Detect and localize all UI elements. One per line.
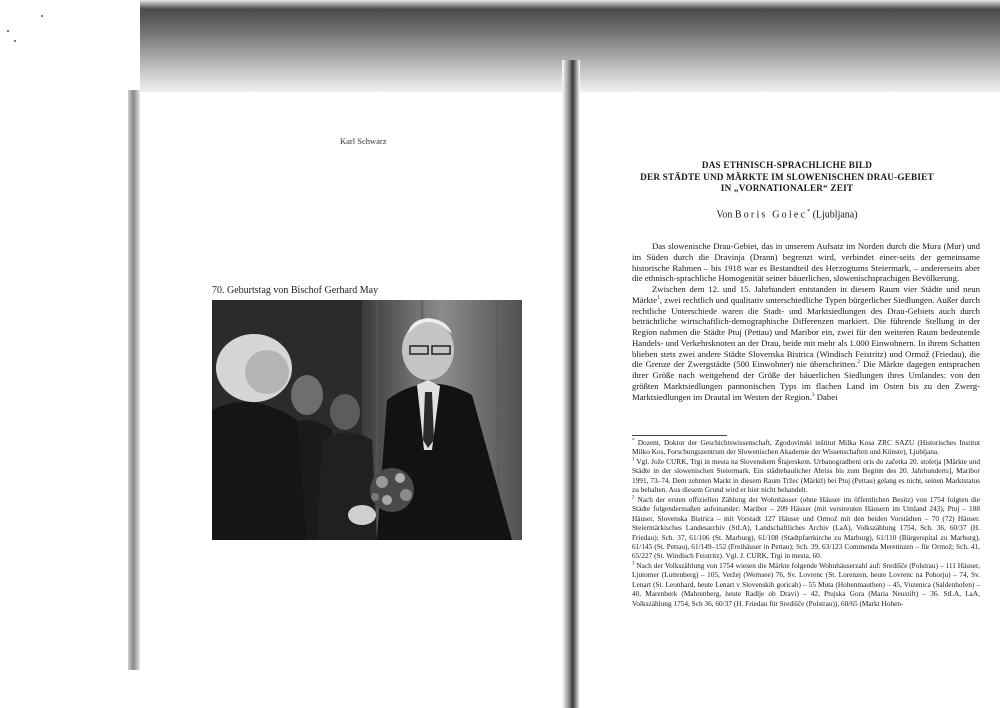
author-footnote-mark: * xyxy=(807,209,811,215)
running-head: Karl Schwarz xyxy=(340,136,387,146)
footnote-text: Vgl. Jože CURK, Trgi in mesta na Slovenskem Štajerskem. Urbanogradbeni oris do začetka 20. stoletja [Märkte und Städte in der slowenischen Steiermark. Ein städtebaulicher Abriss bis zum Beginn des 20. Jahrhunderts], Maribor 1991, 73–74. Dem zehnten Markt in diesem Raum Tržec (Märktl) bei Ptuj (Pettau) gelang es nicht, seinen Marktstatus zu behalten. Aus diesem Grund wird er hier nicht behandelt. xyxy=(632,456,980,495)
paragraph xyxy=(632,284,980,402)
scanner-margin xyxy=(0,0,140,92)
footnote-ref: 3 xyxy=(811,391,815,398)
scan-speck xyxy=(7,30,9,32)
text-run: Die Märkte dagegen entsprachen ihrer Größe nach weitgehend der Größe der bäuerlichen Siedlungen ihres Umlandes: von den größten Marktsiedlungen pannonischen Typs im flachen Land im Osten bis zu den Zwerg-Marktsiedlungen im Drautal im Westen der Region. xyxy=(632,359,981,402)
photograph xyxy=(212,300,522,540)
title-line: IN „VORNATIONALER“ ZEIT xyxy=(720,183,854,193)
footnote-mark: * xyxy=(632,438,635,444)
footnote-text: Nach der ersten offiziellen Zählung der Wohnhäuser (ohne Häuser im öffentlichen Besitz) von 1754 folgten die Städte folgendermaßen aufeinander: Maribor – 209 Häuser (mit verstreuten Häusern im Umland 243), Ptuj – 188 Häuser, Slovenska Bistrica – mit Vorstadt 127 Häuser und Ormož mit den beiden Vorstädten – 70 (72) Häuser. Steiermärkisches Landesarchiv (StLA), Landschaftliches Archiv (LaA), Volkszählung 1754, Sch. 36, 60/37 (H. Friedau); Sch. 37, 61/106 (St. Marburg), 61/108 (Stadtpfarrkirche zu Marburg), 61/110 (Bürgerspital zu Marburg), 61/145 (St. Pettau), 61/149–152 (Freihäuser in Pettau); Sch. 39, 63/123 Commenda Meretinzen – für Ormož; Sch. 41, 65/227 (St. Windisch Feistritz). Vgl. J. CURK, Trgi in mesta, 60. xyxy=(632,494,980,561)
footnote-mark: 2 xyxy=(632,495,635,501)
right-page xyxy=(582,88,1000,708)
footnotes xyxy=(632,438,980,608)
footnote-divider xyxy=(632,435,727,436)
text-run: , zwei rechtlich und qualitativ unterschiedliche Typen bürgerlicher Siedlungen. Außer durch rechtliche Unterschiede waren die Stadt- und Marktsiedlungen des Drau-Gebiets auch durch beträchtliche wirtschaftlich-demographische Differenzen markiert. Die führende Stellung in der Region nahmen die Städte Ptuj (Pettau) und Maribor ein, zwei für den weiteren Raum bedeutende Handels- und Verkehrsknoten an der Drau, beide mit mehr als 1.000 Einwohnern. In ihrem Schatten blieben stets zwei andere Städte Slovenska Bistrica (Windisch Feistritz) und Ormož (Friedau), die die Grenze der Zwergstädte (500 Einwohner) nie überschritten. xyxy=(632,294,980,370)
footnote-text: Nach der Volkszählung von 1754 wiesen die Märkte folgende Wohnhäuserzahl auf: Središče (Polstrau) – 111 Häuser, Ljutomer (Luttenberg) – 105, Veržej (Wernsee) 76, Sv. Lovrenc (St. Lorenzen, heute Lovrenc na Pohorju) – 74, Sv. Lenart (St. Leonhard, heute Lenart v Slovenskih goricah) – 55 Muta (Hohenmauthen) – 45, Vuzenica (Saldenhofen) – 40, Marenberk (Mahrenberg, heute Radlje ob Dravi) – 42, Ptujska Gora (Maria Neustift) – 36. StLA, LaA, Volkszählung 1754, Sch 36, 60/37 (H. Friedau für Središče (Polstrau)), 60/65 (Markt Hohen- xyxy=(632,560,980,608)
text-run: Zwischen dem 12. und 15. Jahrhundert entstanden in diesem Raum vier Städte und neun Märkte xyxy=(632,284,980,305)
footnote-text: Dozent, Doktor der Geschichtswissenschaft, Zgodovinski inštitut Milka Kosa ZRC SAZU (Historisches Institut Milko Kos, Forschungszentrum der Slowenischen Akademie der Wissenschaften und Künste), Ljubljana. xyxy=(632,438,980,457)
title-line: DER STÄDTE UND MÄRKTE IM SLOWENISCHEN DRAU-GEBIET xyxy=(640,171,934,182)
footnote xyxy=(632,495,980,561)
footnote-mark: 3 xyxy=(632,561,635,567)
paragraph: Das slowenische Drau-Gebiet, das in unserem Aufsatz im Norden durch die Mura (Mur) und im Süden durch die Dravinja (Drann) begrenzt wird, verbindet einer-seits der gemeinsame historische Rahmen – bis 1918 war es Bestandteil des Herzogtums Steiermark, – andererseits aber die ethnisch-sprachliche Homogenität seiner bäuerlichen, slowenischsprachigen Bevölkerung. xyxy=(632,241,980,284)
author-name: Boris Golec xyxy=(734,209,808,221)
scan-speck xyxy=(14,40,16,42)
article-body xyxy=(632,241,980,402)
footnote-ref: 1 xyxy=(657,294,660,301)
scan-speck xyxy=(41,15,43,17)
byline-prefix: Von xyxy=(716,209,733,221)
photo-illustration xyxy=(212,300,522,540)
text-run: Dabei xyxy=(814,391,838,402)
book-edge-shadow xyxy=(128,90,140,670)
photo-caption: 70. Geburtstag von Bischof Gerhard May xyxy=(212,285,379,296)
byline xyxy=(592,209,982,220)
title-line: DAS ETHNISCH-SPRACHLICHE BILD xyxy=(701,160,873,170)
footnote xyxy=(632,457,980,495)
left-page xyxy=(140,88,560,708)
footnote-mark: 1 xyxy=(632,457,635,463)
footnote xyxy=(632,561,980,608)
author-place: (Ljubljana) xyxy=(812,209,858,221)
article-title xyxy=(592,160,982,195)
footnote-ref: 2 xyxy=(857,359,861,366)
book-gutter xyxy=(562,60,580,708)
footnote xyxy=(632,438,980,457)
